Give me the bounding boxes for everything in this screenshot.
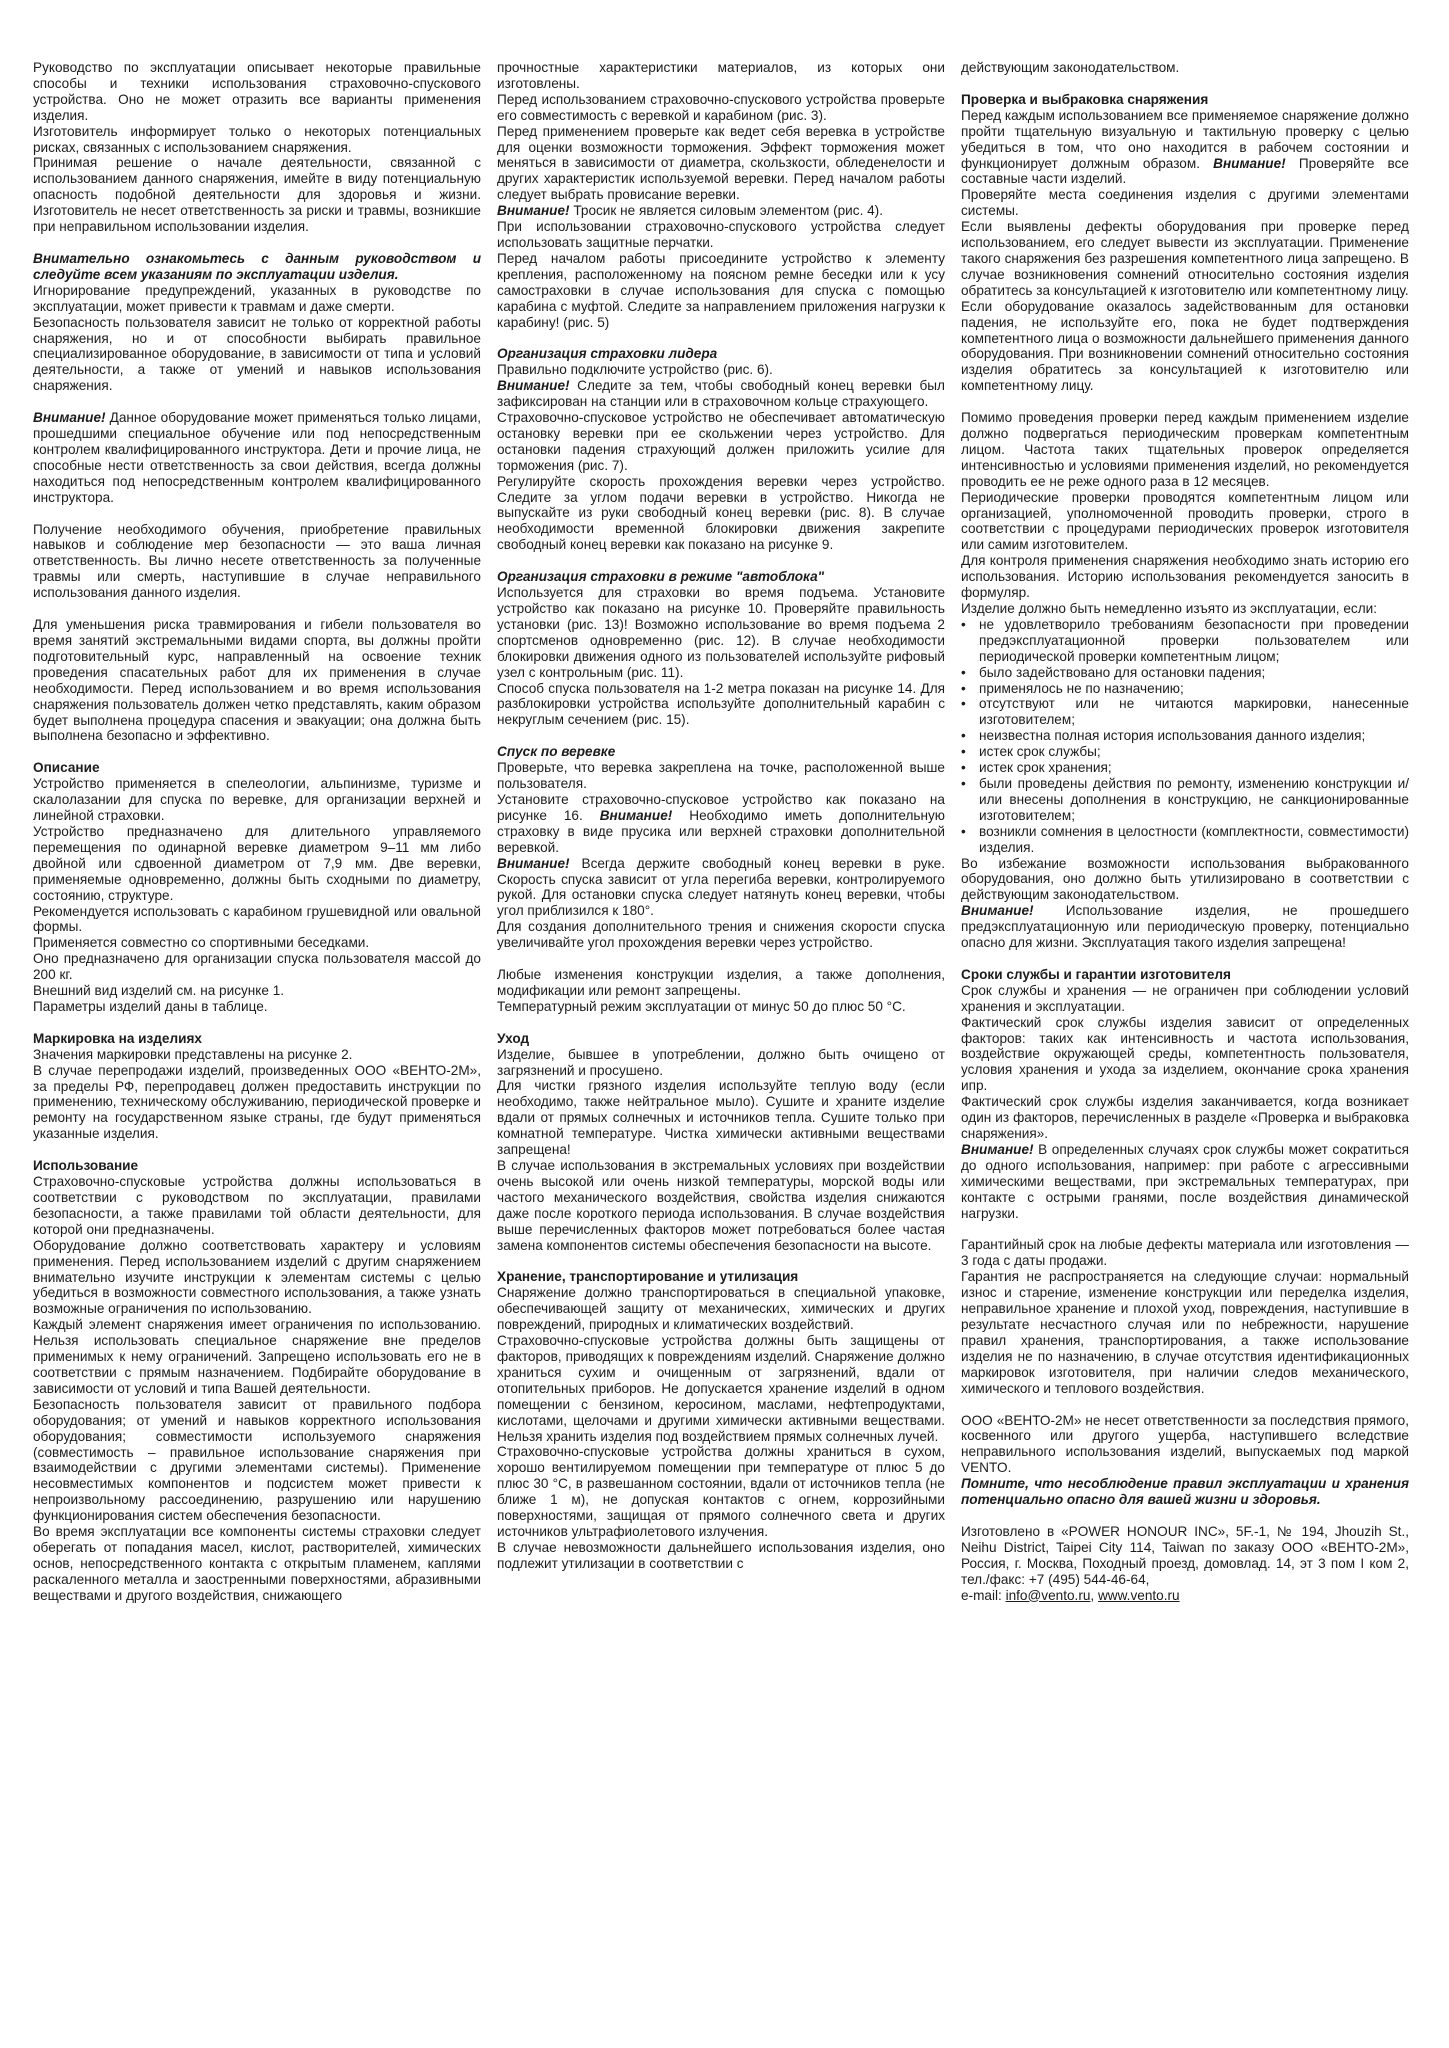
manufacturer-info: Изготовлено в «POWER HONOUR INC», 5F.-1, № 194, Jhouzih St., Neihu District, Taipei City 114, Taiwan по заказу ООО «ВЕНТО-2М», Россия, г. Москва, Походный проезд, домовлад. 14, эт 3 пом I ком 2, тел./факс: +7 (495) 544-46-64, bbox=[961, 1523, 1409, 1587]
column-2 bbox=[497, 60, 945, 2008]
withdrawal-list bbox=[961, 617, 1409, 856]
paragraph: Безопасность пользователя зависит от правильного подбора оборудования; от умений и навыков корректного использования оборудования; совместимости используемого снаряжения (совместимость – правильное использование снаряжения при взаимодействии с другими элементами системы). Применение несовместимых компонентов и подсистем может привести к непроизвольному рассоединению, разрушению или нарушению функционирования систем обеспечения безопасности. bbox=[33, 1396, 481, 1524]
list-item-text: применялось не по назначению; bbox=[979, 680, 1184, 696]
list-item bbox=[961, 776, 1409, 824]
paragraph: Безопасность пользователя зависит не только от корректной работы снаряжения, но и от способности выбирать правильное специализированное оборудование, в зависимости от типа и условий деятельности, а также от умений и навыков использования снаряжения. bbox=[33, 314, 481, 394]
section-heading-autoblock: Организация страховки в режиме "автоблока" bbox=[497, 569, 825, 585]
paragraph: прочностные характеристики материалов, из которых они изготовлены. bbox=[497, 60, 945, 91]
list-item-text: неизвестна полная история использования данного изделия; bbox=[979, 728, 1366, 744]
paragraph: Гарантийный срок на любые дефекты материала или изготовления — 3 года с даты продажи. bbox=[961, 1237, 1409, 1269]
section-heading-inspection: Проверка и выбраковка снаряжения bbox=[961, 91, 1209, 107]
paragraph: Каждый элемент снаряжения имеет ограничения по использованию. Нельзя использовать специальное снаряжение вне пределов применимых к нему ограничений. Запрещено использовать его не в соответствии с прямым назначением. Подбирайте оборудование в зависимости от условий и типа Вашей деятельности. bbox=[33, 1317, 481, 1396]
list-item bbox=[961, 696, 1409, 728]
paragraph: Устройство предназначено для длительного управляемого перемещения по одинарной веревке диаметром 9–11 мм либо двойной или сдвоенной диаметром от 7,9 мм. Две веревки, применяемые одновременно, должны быть сходными по диаметру, состоянию, структуре. bbox=[33, 823, 481, 903]
paragraph-text: Установите страховочно-спусковое устройство как показано на рисунке 16. bbox=[497, 791, 945, 823]
bullet-icon: • bbox=[961, 760, 966, 776]
list-item-text: отсутствуют или не читаются маркировки, нанесенные изготовителем; bbox=[979, 696, 1409, 728]
paragraph: Температурный режим эксплуатации от минус 50 до плюс 50 °С. bbox=[497, 998, 906, 1014]
paragraph: Используется для страховки во время подъема. Установите устройство как показано на рисунке 10. Проверяйте правильность установки (рис. 13)! Возможно использование во время подъема 2 спортсменов одновременно (рис. 12). В случае необходимости блокировки движения одного из пользователей используйте рифовый узел с контрольным (рис. 11). bbox=[497, 585, 945, 680]
paragraph: Срок службы и хранения — не ограничен при соблюдении условий хранения и эксплуатации. bbox=[961, 982, 1409, 1014]
paragraph bbox=[497, 792, 945, 856]
attention-text: Всегда держите свободный конец веревки в руке. Скорость спуска зависит от угла перегиба веревки, контролируемого рукой. Для остановки спуска следует натянуть конец веревки, чтобы угол приблизился к 180°. bbox=[497, 855, 945, 919]
list-item-text: возникли сомнения в целостности (комплектности, совместимости) изделия. bbox=[979, 823, 1409, 855]
attention-paragraph bbox=[497, 378, 945, 410]
paragraph: При использовании страховочно-спускового устройства следует использовать защитные перчатки. bbox=[497, 219, 945, 250]
website-link[interactable]: www.vento.ru bbox=[1097, 1587, 1180, 1603]
list-item-text: истек срок службы; bbox=[979, 744, 1101, 760]
paragraph: В случае невозможности дальнейшего использования изделия, оно подлежит утилизации в соответствии с bbox=[497, 1539, 945, 1571]
bullet-icon: • bbox=[961, 696, 966, 712]
attention-label: Внимание! bbox=[961, 1141, 1034, 1157]
paragraph: В случае перепродажи изделий, произведенных ООО «ВЕНТО-2М», за пределы РФ, перепродавец должен предоставить инструкции по применению, техническому обслуживанию, периодической проверке и ремонту на государственном языке страны, где будут применяться указанные изделия. bbox=[33, 1062, 481, 1142]
paragraph: Страховочно-спусковое устройство не обеспечивает автоматическую остановку веревки при ее скольжении через устройство. Для остановки падения страхующий должен приложить усилие для торможения (рис. 7). bbox=[497, 410, 945, 473]
section-heading-descent: Спуск по веревке bbox=[497, 744, 616, 760]
paragraph: Рекомендуется использовать с карабином грушевидной или овальной формы. bbox=[33, 903, 481, 935]
email-label: e-mail: bbox=[961, 1587, 1006, 1603]
column-3 bbox=[961, 60, 1409, 2008]
attention-text: Следите за тем, чтобы свободный конец веревки был зафиксирован на станции или в страховочном кольце страхующего. bbox=[497, 378, 945, 410]
email-link[interactable]: info@vento.ru bbox=[1005, 1587, 1091, 1603]
paragraph: Правильно подключите устройство (рис. 6). bbox=[497, 362, 773, 378]
attention-paragraph bbox=[497, 203, 945, 219]
paragraph: Фактический срок службы изделия заканчивается, когда возникает один из факторов, перечисленных в разделе «Проверка и выбраковка снаряжения». bbox=[961, 1094, 1409, 1141]
paragraph: Изделие должно быть немедленно изъято из эксплуатации, если: bbox=[961, 601, 1378, 616]
list-item-text: не удовлетворило требованиям безопасности при проведении предэксплуатационной проверки пользователем или периодической проверки компетентным лицом; bbox=[979, 616, 1409, 664]
list-item-text: были проведены действия по ремонту, изменению конструкции и/или внесены дополнения в конструкцию, не санкционированные изготовителем; bbox=[979, 775, 1409, 823]
paragraph-text: Необходимо иметь дополнительную страховку в виде прусика или верхней страховки дополнительной веревкой. bbox=[497, 807, 945, 855]
intro-paragraph: Изготовитель информирует только о некоторых потенциальных рисках, связанных с использованием снаряжения. bbox=[33, 123, 481, 155]
paragraph: Страховочно-спусковые устройства должны быть защищены от факторов, приводящих к повреждениям изделий. Снаряжение должно храниться сухим и очищенным от загрязнений, вдали от отопительных приборов. Не допускается хранение изделий в одном помещении с бензином, керосином, маслами, нефтепродуктами, кислотами, щелочами и другими химически активными веществами. Нельзя хранить изделия под воздействием прямых солнечных лучей. bbox=[497, 1333, 945, 1444]
attention-label: Внимание! bbox=[497, 378, 570, 394]
paragraph: Внешний вид изделий см. на рисунке 1. bbox=[33, 983, 285, 999]
list-item-text: было задействовано для остановки падения; bbox=[979, 664, 1266, 680]
section-heading-care: Уход bbox=[497, 1030, 530, 1046]
paragraph: Любые изменения конструкции изделия, а также дополнения, модификации или ремонт запрещены. bbox=[497, 967, 945, 998]
paragraph: Параметры изделий даны в таблице. bbox=[33, 998, 268, 1014]
column-1 bbox=[33, 60, 481, 2008]
attention-text: В определенных случаях срок службы может сократиться до одного использования, например: при работе с агрессивными химическими веществами, при экстремальных температурах, при контакте с острыми гранями, после воздействия динамической нагрузки. bbox=[961, 1141, 1409, 1221]
attention-label: Внимание! bbox=[497, 855, 570, 871]
paragraph: Для чистки грязного изделия используйте теплую воду (если необходимо, также нейтральное мыло). Сушите и храните изделие вдали от прямых солнечных и источников тепла. Сушите только при комнатной температуре. Чистка химически активными веществами запрещена! bbox=[497, 1078, 945, 1158]
paragraph: Перед применением проверьте как ведет себя веревка в устройстве для оценки возможности торможения. Эффект торможения может меняться в зависимости от диаметра, скользкости, обледенелости и других характеристик используемой веревки. Перед началом работы следует выбрать провисание веревки. bbox=[497, 123, 945, 203]
remember-warning: Помните, что несоблюдение правил эксплуатации и хранения потенциально опасно для вашей жизни и здоровья. bbox=[961, 1476, 1409, 1508]
paragraph: Проверяйте места соединения изделия с другими элементами системы. bbox=[961, 187, 1409, 219]
paragraph: Фактический срок службы изделия зависит от определенных факторов: таких как интенсивность и частота использования, воздействие окружающей среды, компетентность пользователя, условия хранения и ухода за изделием, окончание срока хранения ипр. bbox=[961, 1014, 1409, 1094]
list-item bbox=[961, 824, 1409, 856]
list-item bbox=[961, 617, 1409, 665]
attention-label: Внимание! bbox=[1213, 155, 1286, 171]
paragraph: Гарантия не распространяется на следующие случаи: нормальный износ и старение, изменение конструкции или переделка изделия, неправильное хранение и плохой уход, повреждения, наступившие в результате несчастного случая или по небрежности, нарушение правил хранения, транспортирования, а также использование изделия не по назначению, в случае отсутствия идентификационных маркировок изготовителя, при наличии следов механического, химического и теплового воздействия. bbox=[961, 1269, 1409, 1396]
intro-paragraph: Принимая решение о начале деятельности, связанной с использованием данного снаряжения, имейте в виду потенциальную опасность подобной деятельности для здоровья и жизни. Изготовитель не несет ответственность за риски и травмы, возникшие при неправильном использовании изделия. bbox=[33, 155, 481, 235]
read-manual-heading: Внимательно ознакомьтесь с данным руководством и следуйте всем указаниям по эксплуатации изделия. bbox=[33, 250, 481, 282]
attention-text: Использование изделия, не прошедшего предэксплуатационную или периодическую проверку, потенциально опасно для жизни. Эксплуатация такого изделия запрещена! bbox=[961, 903, 1409, 951]
attention-label: Внимание! bbox=[497, 203, 570, 219]
section-heading-usage: Использование bbox=[33, 1158, 139, 1174]
paragraph: Во время эксплуатации все компоненты системы страховки следует оберегать от попадания масел, кислот, растворителей, химических основ, непосредственного контакта с открытым пламенем, каплями раскаленного металла и заостренными поверхностями, абразивными веществами и другого воздействия, снижающего bbox=[33, 1524, 481, 1603]
contact-line bbox=[961, 1588, 1409, 1604]
section-heading-marking: Маркировка на изделиях bbox=[33, 1030, 202, 1046]
list-item bbox=[961, 681, 1409, 697]
paragraph: Перед использованием страховочно-спускового устройства проверьте его совместимость с веревкой и карабином (рис. 3). bbox=[497, 91, 945, 123]
paragraph: Помимо проведения проверки перед каждым применением изделие должно подвергаться периодическим проверкам компетентным лицом. Частота таких тщательных проверок определяется интенсивностью и условиями применения изделий, но рекомендуется проводить ее не реже одного раза в 12 месяцев. bbox=[961, 410, 1409, 489]
attention-text: Тросик не является силовым элементом (рис. 4). bbox=[569, 203, 883, 219]
attention-label: Внимание! bbox=[599, 807, 673, 823]
paragraph: Для создания дополнительного трения и снижения скорости спуска увеличивайте угол прохождения веревки через устройство. bbox=[497, 919, 945, 951]
paragraph: В случае использования в экстремальных условиях при воздействии очень высокой или очень низкой температуры, морской воды или частого механического воздействия, свойства изделия снижаются даже после короткого периода использования. В случае воздействия выше перечисленных факторов может потребоваться более частая замена компонентов системы обеспечения безопасности на высоте. bbox=[497, 1158, 945, 1253]
paragraph bbox=[961, 108, 1409, 188]
section-heading-storage: Хранение, транспортирование и утилизация bbox=[497, 1269, 799, 1285]
attention-paragraph bbox=[497, 856, 945, 920]
section-heading-service-life: Сроки службы и гарантии изготовителя bbox=[961, 966, 1231, 982]
bullet-icon: • bbox=[961, 680, 966, 696]
paragraph-text: Перед каждым использованием все применяемое снаряжение должно пройти тщательную визуальную и тактильную проверку с целью убедиться в том, что оно находится в рабочем состоянии и функционирует должным образом. bbox=[961, 107, 1409, 171]
bullet-icon: • bbox=[961, 744, 966, 760]
list-item bbox=[961, 744, 1409, 760]
list-item-text: истек срок хранения; bbox=[979, 760, 1112, 776]
paragraph: Способ спуска пользователя на 1-2 метра показан на рисунке 14. Для разблокировки устройства используйте дополнительный карабин с некруглым сечением (рис. 15). bbox=[497, 680, 945, 728]
paragraph: Страховочно-спусковые устройства должны храниться в сухом, хорошо вентилируемом помещении при температуре от плюс 5 до плюс 30 °С, в развешанном состоянии, вдали от источников тепла (не ближе 1 м), не допуская контактов с огнем, коррозийными поверхностями, защищая от прямого солнечного света и других источников ультрафиолетового излучения. bbox=[497, 1444, 945, 1539]
paragraph: Изделие, бывшее в употреблении, должно быть очищено от загрязнений и просушено. bbox=[497, 1046, 945, 1078]
attention-paragraph bbox=[961, 1142, 1409, 1222]
paragraph: Оборудование должно соответствовать характеру и условиям применения. Перед использованием изделий с другим снаряжением внимательно изучите инструкции к элементам системы с целью убедиться в возможности совместного использования, а также узнать возможные ограничения по использованию. bbox=[33, 1237, 481, 1317]
bullet-icon: • bbox=[961, 616, 966, 632]
paragraph: Получение необходимого обучения, приобретение правильных навыков и соблюдение мер безопасности — это ваша личная ответственность. Вы лично несете ответственность за полученные травмы или смерть, наступившие в случае неправильного использования данного изделия. bbox=[33, 521, 481, 601]
paragraph: Регулируйте скорость прохождения веревки через устройство. Следите за углом подачи веревки в устройство. Никогда не выпускайте из руки свободный конец веревки (рис. 8). В случае необходимости временной блокировки движения закрепите свободный конец веревки как показано на рисунке 9. bbox=[497, 473, 945, 553]
paragraph: Если выявлены дефекты оборудования при проверке перед использованием, его следует вывести из эксплуатации. Применение такого снаряжения без разрешения компетентного лица запрещено. В случае возникновения сомнений относительно состояния изделия обратитесь за консультацией к изготовителю или компетентному лицу. bbox=[961, 219, 1409, 298]
intro-paragraph: Руководство по эксплуатации описывает некоторые правильные способы и техники использования страховочно-спускового устройства. Оно не может отразить все варианты применения изделия. bbox=[33, 60, 481, 123]
paragraph: Проверьте, что веревка закреплена на точке, расположенной выше пользователя. bbox=[497, 760, 945, 792]
attention-paragraph bbox=[33, 410, 481, 505]
paragraph: действующим законодательством. bbox=[961, 60, 1180, 75]
list-item bbox=[961, 665, 1409, 681]
attention-paragraph bbox=[961, 903, 1409, 951]
paragraph: Игнорирование предупреждений, указанных в руководстве по эксплуатации, может привести к травмам и даже смерти. bbox=[33, 282, 481, 314]
paragraph: Оно предназначено для организации спуска пользователя массой до 200 кг. bbox=[33, 951, 481, 983]
attention-label: Внимание! bbox=[33, 410, 106, 426]
bullet-icon: • bbox=[961, 823, 966, 839]
bullet-icon: • bbox=[961, 728, 966, 744]
attention-label: Внимание! bbox=[961, 903, 1034, 919]
paragraph: Для уменьшения риска травмирования и гибели пользователя во время занятий экстремальными видами спорта, вы должны пройти подготовительный курс, направленный на освоение техник проведения спасательных работ для их применения в случае необходимости. Перед использованием и во время использования снаряжения пользователь должен четко представлять, каким образом будет выполнена процедура спасения и эвакуации; она должна быть выполнена безопасно и эффективно. bbox=[33, 617, 481, 744]
paragraph: Страховочно-спусковые устройства должны использоваться в соответствии с руководством по эксплуатации, правилами безопасности, а также правилами той области деятельности, для которой они предназначены. bbox=[33, 1174, 481, 1237]
paragraph: ООО «ВЕНТО-2М» не несет ответственности за последствия прямого, косвенного или другого ущерба, наступившего вследствие неправильного использования изделий, выпускаемых под маркой VENTO. bbox=[961, 1412, 1409, 1476]
paragraph: Периодические проверки проводятся компетентным лицом или организацией, уполномоченной проводить проверки, строго в соответствии с процедурами периодических проверок изготовителя или самим изготовителем. bbox=[961, 489, 1409, 553]
paragraph: Применяется совместно со спортивными беседками. bbox=[33, 935, 370, 951]
paragraph: Снаряжение должно транспортироваться в специальной упаковке, обеспечивающей защиту от механических, химических и других повреждений, природных и климатических воздействий. bbox=[497, 1285, 945, 1333]
section-heading-leader-belay: Организация страховки лидера bbox=[497, 346, 718, 362]
paragraph: Для контроля применения снаряжения необходимо знать историю его использования. Историю использования рекомендуется заносить в формуляр. bbox=[961, 553, 1409, 601]
paragraph: Если оборудование оказалось задействованным для остановки падения, не используйте его, пока не будет подтверждения компетентного лица о возможности дальнейшего применения данного оборудования. При возникновении сомнений относительно состояния изделия обратитесь за консультацией к изготовителю или компетентному лицу. bbox=[961, 298, 1409, 394]
separator: , bbox=[1090, 1587, 1098, 1603]
bullet-icon: • bbox=[961, 664, 966, 680]
list-item bbox=[961, 760, 1409, 776]
paragraph: Во избежание возможности использования выбракованного оборудования, оно должно быть утилизировано в соответствии с действующим законодательством. bbox=[961, 855, 1409, 903]
paragraph: Перед началом работы присоедините устройство к элементу крепления, расположенному на поясном ремне беседки или к усу самостраховки в случае использования для спуска с помощью карабина с муфтой. Следите за направлением приложения нагрузки к карабину! (рис. 5) bbox=[497, 250, 945, 330]
paragraph: Значения маркировки представлены на рисунке 2. bbox=[33, 1046, 353, 1062]
paragraph: Устройство применяется в спелеологии, альпинизме, туризме и скалолазании для спуска по веревке, для организации верхней и линейной страховки. bbox=[33, 776, 481, 824]
attention-text: Данное оборудование может применяться только лицами, прошедшими специальное обучение или под непосредственным контролем квалифицированного инструктора. Дети и прочие лица, не способные нести ответственность за свои действия, всегда должны находиться под непосредственным контролем квалифицированного инструктора. bbox=[33, 410, 481, 505]
bullet-icon: • bbox=[961, 775, 966, 791]
section-heading-description: Описание bbox=[33, 760, 100, 776]
list-item bbox=[961, 728, 1409, 744]
paragraph-text: Проверяйте все составные части изделий. bbox=[961, 155, 1409, 187]
